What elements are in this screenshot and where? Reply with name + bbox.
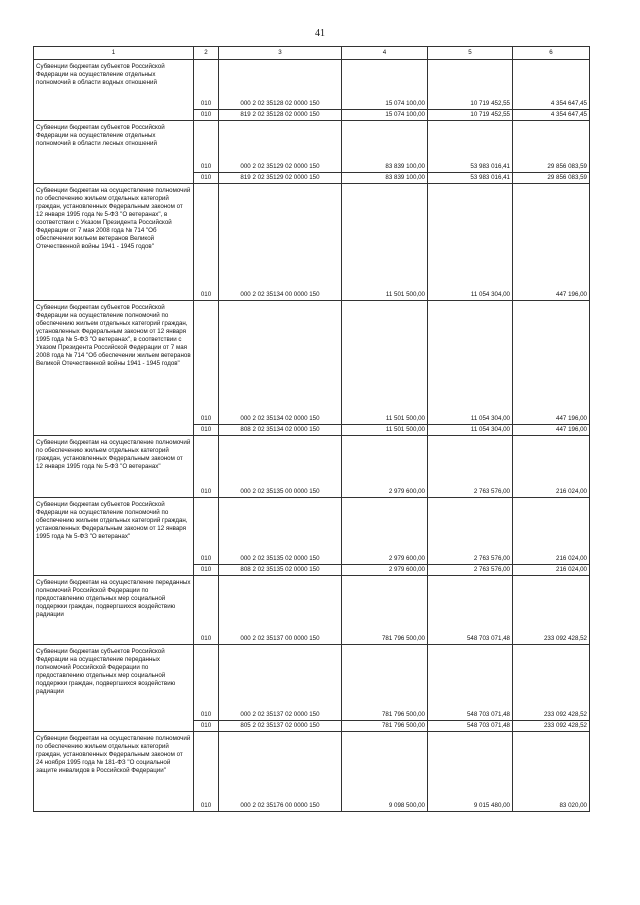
table-row <box>34 645 590 721</box>
budget-code-cell: 000 2 02 35137 02 0000 150 <box>219 645 342 721</box>
executed-amount-cell: 9 015 480,00 <box>428 732 513 812</box>
column-header: 2 <box>194 47 219 60</box>
description-cell: Субвенции бюджетам на осуществление переданных полномочий Российской Федерации по предоставлению отдельных мер социальной поддержки граждан, подвергшихся воздействию радиации <box>34 576 194 645</box>
plan-amount-cell: 15 074 100,00 <box>342 60 428 110</box>
executed-amount-cell: 53 983 016,41 <box>428 121 513 173</box>
admin-code-cell: 010 <box>194 645 219 721</box>
admin-code-cell: 010 <box>194 576 219 645</box>
executed-amount-cell: 10 719 452,55 <box>428 110 513 121</box>
remainder-amount-cell: 447 196,00 <box>513 301 590 425</box>
remainder-amount-cell: 29 856 083,59 <box>513 121 590 173</box>
table-row <box>34 121 590 173</box>
plan-amount-cell: 781 796 500,00 <box>342 576 428 645</box>
remainder-amount-cell: 447 196,00 <box>513 184 590 301</box>
executed-amount-cell: 53 983 016,41 <box>428 173 513 184</box>
remainder-amount-cell: 233 092 428,52 <box>513 645 590 721</box>
plan-amount-cell: 11 501 500,00 <box>342 184 428 301</box>
budget-table <box>33 46 590 812</box>
column-header: 4 <box>342 47 428 60</box>
description-cell: Субвенции бюджетам на осуществление полномочий по обеспечению жильем отдельных категорий граждан, установленных Федеральным законом от 24 ноября 1995 года № 181-ФЗ "О социальной защите инвалидов в Российской Федерации" <box>34 732 194 812</box>
budget-code-cell: 000 2 02 35134 02 0000 150 <box>219 301 342 425</box>
budget-code-cell: 819 2 02 35128 02 0000 150 <box>219 110 342 121</box>
table-row <box>34 732 590 812</box>
plan-amount-cell: 2 979 600,00 <box>342 436 428 498</box>
plan-amount-cell: 2 979 600,00 <box>342 498 428 565</box>
table-row <box>34 436 590 498</box>
description-cell: Субвенции бюджетам на осуществление полномочий по обеспечению жильем отдельных категорий граждан, установленных Федеральным законом от 12 января 1995 года № 5-ФЗ "О ветеранах", в соответствии с Указом Президента Российской Федерации от 7 мая 2008 года № 714 "Об обеспечении жильем ветеранов Великой Отечественной войны 1941 - 1945 годов" <box>34 184 194 301</box>
description-cell: Субвенции бюджетам субъектов Российской Федерации на осуществление полномочий по обеспечению жильем отдельных категорий граждан, установленных Федеральным законом от 12 января 1995 года № 5-ФЗ "О ветеранах", в соответствии с Указом Президента Российской Федерации от 7 мая 2008 года № 714 "Об обеспечении жильем ветеранов Великой Отечественной войны 1941 - 1945 годов" <box>34 301 194 436</box>
header-row <box>34 47 590 60</box>
page-number: 41 <box>315 28 325 39</box>
plan-amount-cell: 11 501 500,00 <box>342 301 428 425</box>
plan-amount-cell: 83 839 100,00 <box>342 173 428 184</box>
executed-amount-cell: 2 763 576,00 <box>428 498 513 565</box>
plan-amount-cell: 15 074 100,00 <box>342 110 428 121</box>
table-row <box>34 576 590 645</box>
executed-amount-cell: 11 054 304,00 <box>428 184 513 301</box>
executed-amount-cell: 11 054 304,00 <box>428 301 513 425</box>
budget-code-cell: 000 2 02 35135 00 0000 150 <box>219 436 342 498</box>
admin-code-cell: 010 <box>194 110 219 121</box>
table-row <box>34 498 590 565</box>
executed-amount-cell: 2 763 576,00 <box>428 565 513 576</box>
plan-amount-cell: 2 979 600,00 <box>342 565 428 576</box>
executed-amount-cell: 548 703 071,48 <box>428 721 513 732</box>
budget-code-cell: 000 2 02 35176 00 0000 150 <box>219 732 342 812</box>
description-cell: Субвенции бюджетам субъектов Российской Федерации на осуществление переданных полномочий Российской Федерации по предоставлению отдельных мер социальной поддержки граждан, подвергшихся воздействию радиации <box>34 645 194 732</box>
admin-code-cell: 010 <box>194 60 219 110</box>
column-header: 1 <box>34 47 194 60</box>
plan-amount-cell: 11 501 500,00 <box>342 425 428 436</box>
executed-amount-cell: 11 054 304,00 <box>428 425 513 436</box>
budget-code-cell: 000 2 02 35135 02 0000 150 <box>219 498 342 565</box>
remainder-amount-cell: 216 024,00 <box>513 436 590 498</box>
plan-amount-cell: 9 098 500,00 <box>342 732 428 812</box>
remainder-amount-cell: 233 092 428,52 <box>513 576 590 645</box>
admin-code-cell: 010 <box>194 721 219 732</box>
column-header: 6 <box>513 47 590 60</box>
admin-code-cell: 010 <box>194 498 219 565</box>
table-body <box>34 60 590 812</box>
admin-code-cell: 010 <box>194 121 219 173</box>
table-row <box>34 301 590 425</box>
budget-code-cell: 000 2 02 35137 00 0000 150 <box>219 576 342 645</box>
executed-amount-cell: 2 763 576,00 <box>428 436 513 498</box>
plan-amount-cell: 781 796 500,00 <box>342 721 428 732</box>
remainder-amount-cell: 83 020,00 <box>513 732 590 812</box>
column-header: 5 <box>428 47 513 60</box>
column-header: 3 <box>219 47 342 60</box>
admin-code-cell: 010 <box>194 425 219 436</box>
budget-code-cell: 819 2 02 35129 02 0000 150 <box>219 173 342 184</box>
admin-code-cell: 010 <box>194 732 219 812</box>
remainder-amount-cell: 4 354 647,45 <box>513 110 590 121</box>
executed-amount-cell: 548 703 071,48 <box>428 645 513 721</box>
remainder-amount-cell: 233 092 428,52 <box>513 721 590 732</box>
table-row <box>34 184 590 301</box>
description-cell: Субвенции бюджетам субъектов Российской Федерации на осуществление отдельных полномочий в области лесных отношений <box>34 121 194 184</box>
plan-amount-cell: 781 796 500,00 <box>342 645 428 721</box>
executed-amount-cell: 10 719 452,55 <box>428 60 513 110</box>
budget-code-cell: 805 2 02 35137 02 0000 150 <box>219 721 342 732</box>
remainder-amount-cell: 216 024,00 <box>513 565 590 576</box>
remainder-amount-cell: 29 856 083,59 <box>513 173 590 184</box>
plan-amount-cell: 83 839 100,00 <box>342 121 428 173</box>
budget-code-cell: 000 2 02 35128 02 0000 150 <box>219 60 342 110</box>
budget-code-cell: 000 2 02 35129 02 0000 150 <box>219 121 342 173</box>
description-cell: Субвенции бюджетам на осуществление полномочий по обеспечению жильем отдельных категорий граждан, установленных Федеральным законом от 12 января 1995 года № 5-ФЗ "О ветеранах" <box>34 436 194 498</box>
remainder-amount-cell: 447 196,00 <box>513 425 590 436</box>
admin-code-cell: 010 <box>194 436 219 498</box>
remainder-amount-cell: 4 354 647,45 <box>513 60 590 110</box>
executed-amount-cell: 548 703 071,48 <box>428 576 513 645</box>
budget-code-cell: 000 2 02 35134 00 0000 150 <box>219 184 342 301</box>
admin-code-cell: 010 <box>194 565 219 576</box>
admin-code-cell: 010 <box>194 184 219 301</box>
admin-code-cell: 010 <box>194 173 219 184</box>
description-cell: Субвенции бюджетам субъектов Российской Федерации на осуществление полномочий по обеспечению жильем отдельных категорий граждан, установленных Федеральным законом от 12 января 1995 года № 5-ФЗ "О ветеранах" <box>34 498 194 576</box>
admin-code-cell: 010 <box>194 301 219 425</box>
table-row <box>34 60 590 110</box>
remainder-amount-cell: 216 024,00 <box>513 498 590 565</box>
budget-code-cell: 808 2 02 35135 02 0000 150 <box>219 565 342 576</box>
description-cell: Субвенции бюджетам субъектов Российской Федерации на осуществление отдельных полномочий в области водных отношений <box>34 60 194 121</box>
budget-code-cell: 808 2 02 35134 02 0000 150 <box>219 425 342 436</box>
